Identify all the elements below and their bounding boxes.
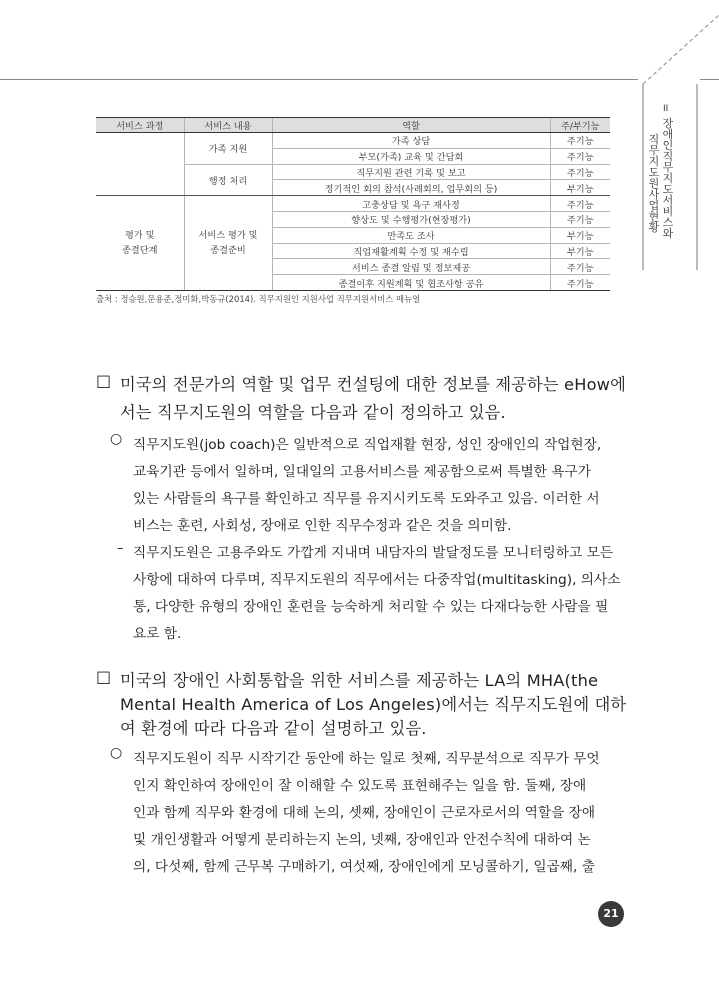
cell-function: 부기능 <box>550 180 610 196</box>
header-role: 역할 <box>272 118 550 133</box>
dash-paragraph-line: 통, 다양한 유형의 장애인 훈련을 능숙하게 처리할 수 있는 다재다능한 사람을 필 <box>133 599 609 615</box>
dash-bullet: – <box>117 541 124 556</box>
cell-role: 직무지원 관련 기록 및 보고 <box>272 164 550 180</box>
table-row <box>96 133 610 149</box>
subparagraph-line: 비스는 훈련, 사회성, 장애로 인한 직무수정과 같은 것을 의미함. <box>133 518 512 534</box>
cell-content: 서비스 평가 및 종결준비 <box>184 196 272 291</box>
subparagraph-line: 인과 함께 직무와 환경에 대해 논의, 셋째, 장애인이 근로자로서의 역할을 장애 <box>133 805 596 821</box>
header-rule-left <box>0 79 638 80</box>
cell-process: 평가 및 종결단계 <box>96 196 184 291</box>
chapter-title-line-2: 직무지도원 사업 현황 <box>648 133 660 234</box>
subparagraph-line: 및 개인생활과 어떻게 분리하는지 논의, 넷째, 장애인과 안전수칙에 대하여 논 <box>133 832 591 848</box>
cell-content: 행정 처리 <box>184 164 272 196</box>
subparagraph-line: 교육기관 등에서 일하며, 일대일의 고용서비스를 제공함으로써 특별한 욕구가 <box>133 464 591 480</box>
cell-role: 가족 상담 <box>272 133 550 149</box>
cell-role: 부모(가족) 교육 및 간담회 <box>272 148 550 164</box>
paragraph-line: Mental Health America of Los Angeles)에서는 직무지도원에 대하 <box>120 695 627 714</box>
dash-paragraph-line: 요로 함. <box>133 626 182 642</box>
paragraph-line: 미국의 전문가의 역할 및 업무 컨설팅에 대한 정보를 제공하는 eHow에 <box>120 375 626 394</box>
cell-role: 고충상담 및 욕구 재사정 <box>272 196 550 212</box>
cell-role: 서비스 종결 알림 및 정보제공 <box>272 259 550 275</box>
header-rule-right <box>700 79 719 80</box>
table-source: 출처 : 정승원,문용준,정미화,박동규(2014). 직무지원인 지원사업 직무지원서비스 매뉴얼 <box>96 294 421 304</box>
page-number: 21 <box>598 901 624 927</box>
subparagraph-line: 인지 확인하여 장애인이 잘 이해할 수 있도록 표현해주는 일을 함. 둘째, 장애 <box>133 778 587 794</box>
circle-bullet: ○ <box>110 745 123 761</box>
cell-role: 정기적인 회의 참석(사례회의, 업무회의 등) <box>272 180 550 196</box>
subparagraph-line: 직무지도원이 직무 시작기간 동안에 하는 일로 첫째, 직무분석으로 직무가 무엇 <box>133 751 600 767</box>
paragraph-line: 여 환경에 따라 다음과 같이 설명하고 있음. <box>120 719 427 738</box>
paragraph-line: 미국의 장애인 사회통합을 위한 서비스를 제공하는 LA의 MHA(the <box>120 671 599 690</box>
cell-role: 향상도 및 수행평가(현장평가) <box>272 211 550 227</box>
chapter-title-line-1: 장애인 직무지도 서비스와 <box>662 117 674 240</box>
subparagraph-line: 의, 다섯째, 함께 근무복 구매하기, 여섯째, 장애인에게 모닝콜하기, 일곱째, 출 <box>133 859 595 875</box>
square-bullet: □ <box>96 667 112 686</box>
cell-role: 직업재활계획 수정 및 재수립 <box>272 243 550 259</box>
cell-function: 주기능 <box>550 196 610 212</box>
cell-function: 주기능 <box>550 164 610 180</box>
cell-content: 가족 지원 <box>184 133 272 165</box>
service-table <box>96 117 610 291</box>
cell-function: 주기능 <box>550 259 610 275</box>
header-process: 서비스 과정 <box>96 118 184 133</box>
cell-role: 만족도 조사 <box>272 227 550 243</box>
cell-process <box>96 133 184 196</box>
square-bullet: □ <box>96 371 112 390</box>
cell-function: 부기능 <box>550 243 610 259</box>
header-function: 주/부기능 <box>550 118 610 133</box>
cell-function: 주기능 <box>550 148 610 164</box>
circle-bullet: ○ <box>110 431 123 447</box>
cell-function: 주기능 <box>550 275 610 291</box>
header-content: 서비스 내용 <box>184 118 272 133</box>
chapter-number: II <box>663 104 669 114</box>
subparagraph-line: 직무지도원(job coach)은 일반적으로 직업재활 현장, 성인 장애인의 작업현장, <box>133 437 602 453</box>
table-row <box>96 196 610 212</box>
dash-paragraph-line: 사항에 대하여 다루며, 직무지도원의 직무에서는 다중작업(multitasking), 의사소 <box>133 572 621 588</box>
paragraph-line: 서는 직무지도원의 역할을 다음과 같이 정의하고 있음. <box>120 403 506 422</box>
table-header-row <box>96 118 610 133</box>
cell-role: 종결이후 지원계획 및 협조사항 공유 <box>272 275 550 291</box>
cell-function: 부기능 <box>550 227 610 243</box>
dash-paragraph-line: 직무지도원은 고용주와도 가깝게 지내며 내담자의 발달정도를 모니터링하고 모든 <box>133 545 614 561</box>
subparagraph-line: 있는 사람들의 욕구를 확인하고 직무를 유지시키도록 도와주고 있음. 이러한 서 <box>133 491 600 507</box>
cell-function: 주기능 <box>550 133 610 149</box>
cell-function: 주기능 <box>550 211 610 227</box>
